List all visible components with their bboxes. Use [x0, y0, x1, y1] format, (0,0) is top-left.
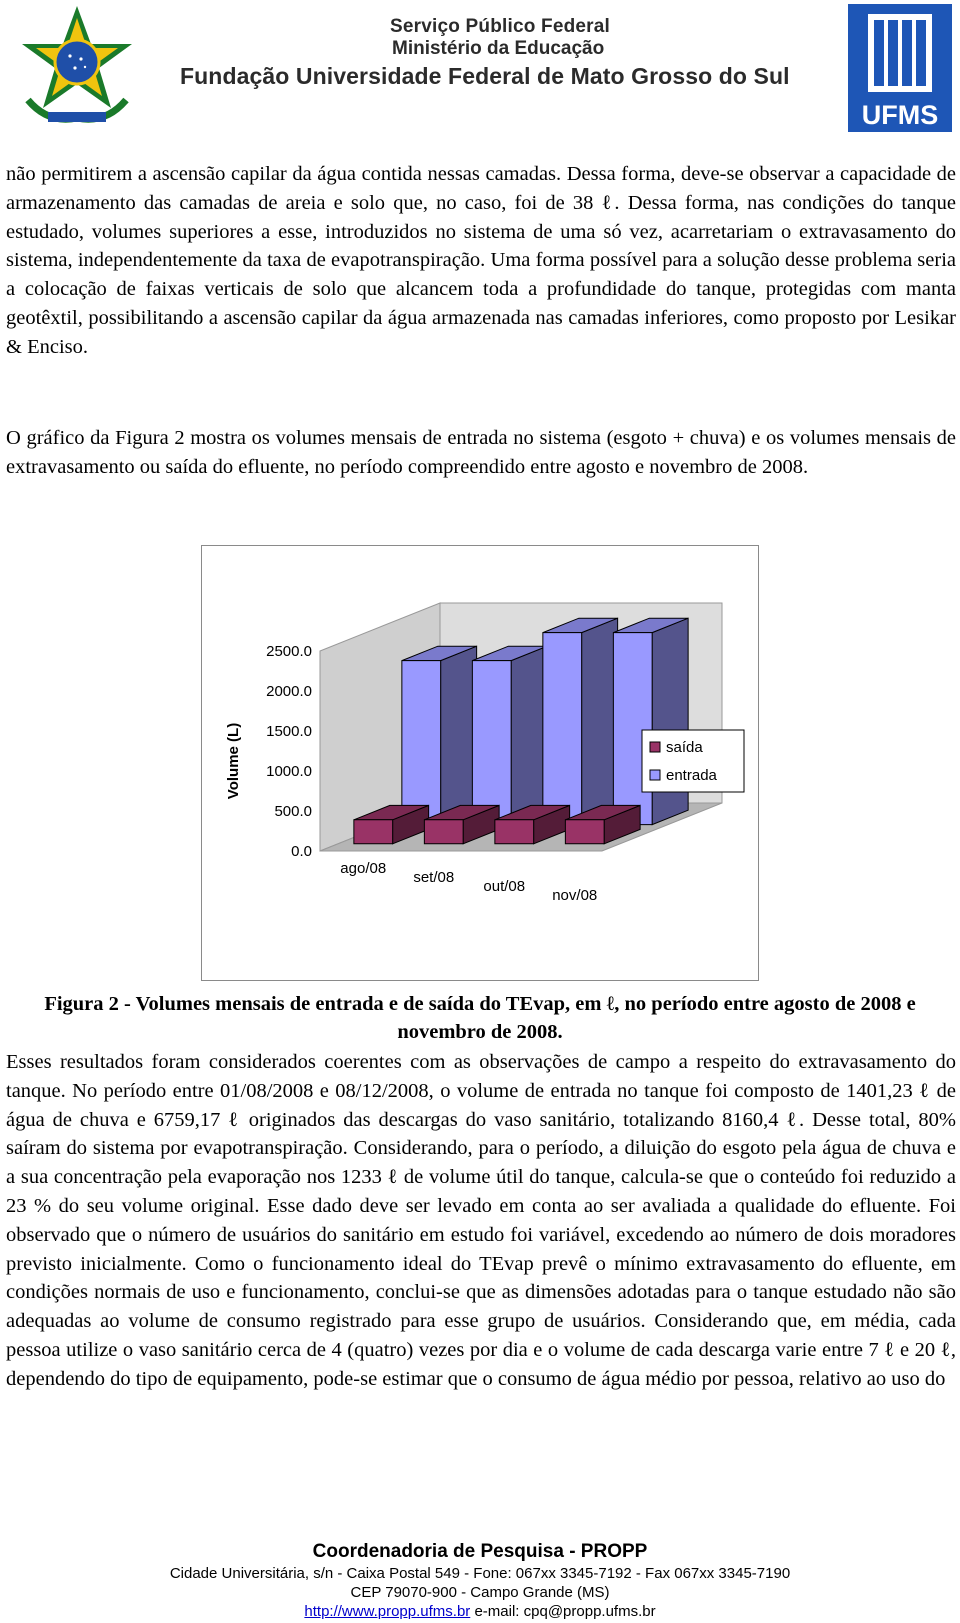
bar: [424, 820, 463, 844]
x-tick-label: set/08: [413, 869, 455, 886]
footer-org: Coordenadoria de Pesquisa - PROPP: [312, 1541, 648, 1562]
paragraph-2: O gráfico da Figura 2 mostra os volumes mensais de entrada no sistema (esgoto + chuva) e os volumes mensais de extravasamento ou saída do efluente, no período compreendido entre agosto e novembro de 2008.: [6, 427, 956, 478]
legend-swatch: [650, 742, 660, 752]
y-tick-label: 500.0: [274, 803, 312, 820]
brazil-coat-of-arms-icon: [18, 4, 136, 130]
bar: [613, 633, 652, 825]
bar: [472, 661, 511, 825]
footer-url-link[interactable]: http://www.propp.ufms.br: [304, 1603, 471, 1620]
bar-side: [441, 646, 477, 824]
footer-email: e-mail: cpq@propp.ufms.br: [474, 1603, 656, 1620]
y-tick-label: 1000.0: [266, 763, 312, 780]
ufms-logo-icon: [848, 4, 952, 132]
ufms-logo-text: UFMS: [861, 100, 939, 130]
figure-2-chart: [201, 545, 759, 981]
y-axis-label: Volume (L): [225, 722, 242, 800]
paragraph-1: não permitirem a ascensão capilar da água contida nessas camadas. Dessa forma, deve-se observar a capacidade de armazenamento das camadas de areia e solo que, no caso, foi de 38 ℓ. Dessa forma, nas condições do tanque estudado, volumes superiores a esse, introduzidos no sistema de uma só vez, acarretariam o extravasamento do sistema, independentemente da taxa de evapotranspiração. Uma forma possível para a solução desse problema seria a colocação de faixas verticais de solo que alcancem toda a profundidade do tanque, protegidas com manta geotêxtil, possibilitando a ascensão capilar da água armazenada nas camadas inferiores, como proposto por Lesikar & Enciso.: [6, 163, 956, 358]
bar: [402, 661, 441, 825]
page-footer: [0, 1540, 960, 1621]
y-tick-label: 2500.0: [266, 643, 312, 660]
y-tick-label: 1500.0: [266, 723, 312, 740]
footer-contact: [0, 1602, 960, 1621]
bar-side: [582, 618, 618, 824]
legend-swatch: [650, 770, 660, 780]
paragraph-3: Esses resultados foram considerados coerentes com as observações de campo a respeito do extravasamento do tanque. No período entre 01/08/2008 e 08/12/2008, o volume de entrada no tanque foi composto de 1401,23 ℓ de água de chuva e 6759,17 ℓ originados das descargas do vaso sanitário, totalizando 8160,4 ℓ. Desse total, 80% saíram do sistema por evapotranspiração. Considerando, para o período, a diluição do esgoto pela água de chuva e a sua concentração pela evaporação nos 1233 ℓ de volume útil do tanque, calcula-se que o conteúdo foi reduzido a 23 % do seu volume original. Esse dado deve ser levado em conta ao ser avaliada a qualidade do efluente. Foi observado que o número de usuários do sanitário em estudo foi variável, excedendo ao número de dois moradores previsto inicialmente. Como o funcionamento ideal do TEvap prevê o mínimo extravasamento do efluente, em condições normais de uso e funcionamento, conclui-se que as dimensões adotadas para o tanque estudado não são adequadas ao volume de consumo registrado para esse grupo de usuários. Considerando que, em média, cada pessoa utilize o vaso sanitário cerca de 4 (quatro) vezes por dia e o volume de cada descarga varie entre 7 ℓ e 20 ℓ, dependendo do tipo de equipamento, pode-se estimar que o consumo de água médio por pessoa, relativo ao uso do: [6, 1051, 956, 1390]
bar: [565, 820, 604, 844]
institution-header: [180, 16, 820, 92]
legend-label: entrada: [666, 767, 717, 784]
y-tick-label: 2000.0: [266, 683, 312, 700]
bar-side: [652, 618, 688, 824]
page-header: [0, 0, 960, 140]
bar: [354, 820, 393, 844]
legend-label: saída: [666, 739, 703, 756]
x-tick-label: out/08: [483, 878, 526, 895]
bar-chart-3d: [202, 546, 758, 980]
x-tick-label: ago/08: [340, 860, 387, 877]
header-line-3: Fundação Universidade Federal de Mato Grosso do Sul: [180, 63, 790, 89]
bar: [543, 633, 582, 825]
footer-cep: CEP 79070-900 - Campo Grande (MS): [350, 1584, 610, 1601]
y-tick-label: 0.0: [291, 843, 312, 860]
figure-caption: Figura 2 - Volumes mensais de entrada e de saída do TEvap, em ℓ, no período entre agosto de 2008 e novembro de 2008.: [44, 993, 916, 1043]
footer-address: Cidade Universitária, s/n - Caixa Postal 549 - Fone: 067xx 3345-7192 - Fax 067xx 3345-7190: [169, 1565, 791, 1582]
bar: [495, 820, 534, 844]
x-tick-label: nov/08: [552, 887, 598, 904]
header-line-1: Serviço Público Federal: [390, 16, 611, 37]
bar-side: [511, 646, 547, 824]
header-line-2: Ministério da Educação: [392, 38, 605, 59]
